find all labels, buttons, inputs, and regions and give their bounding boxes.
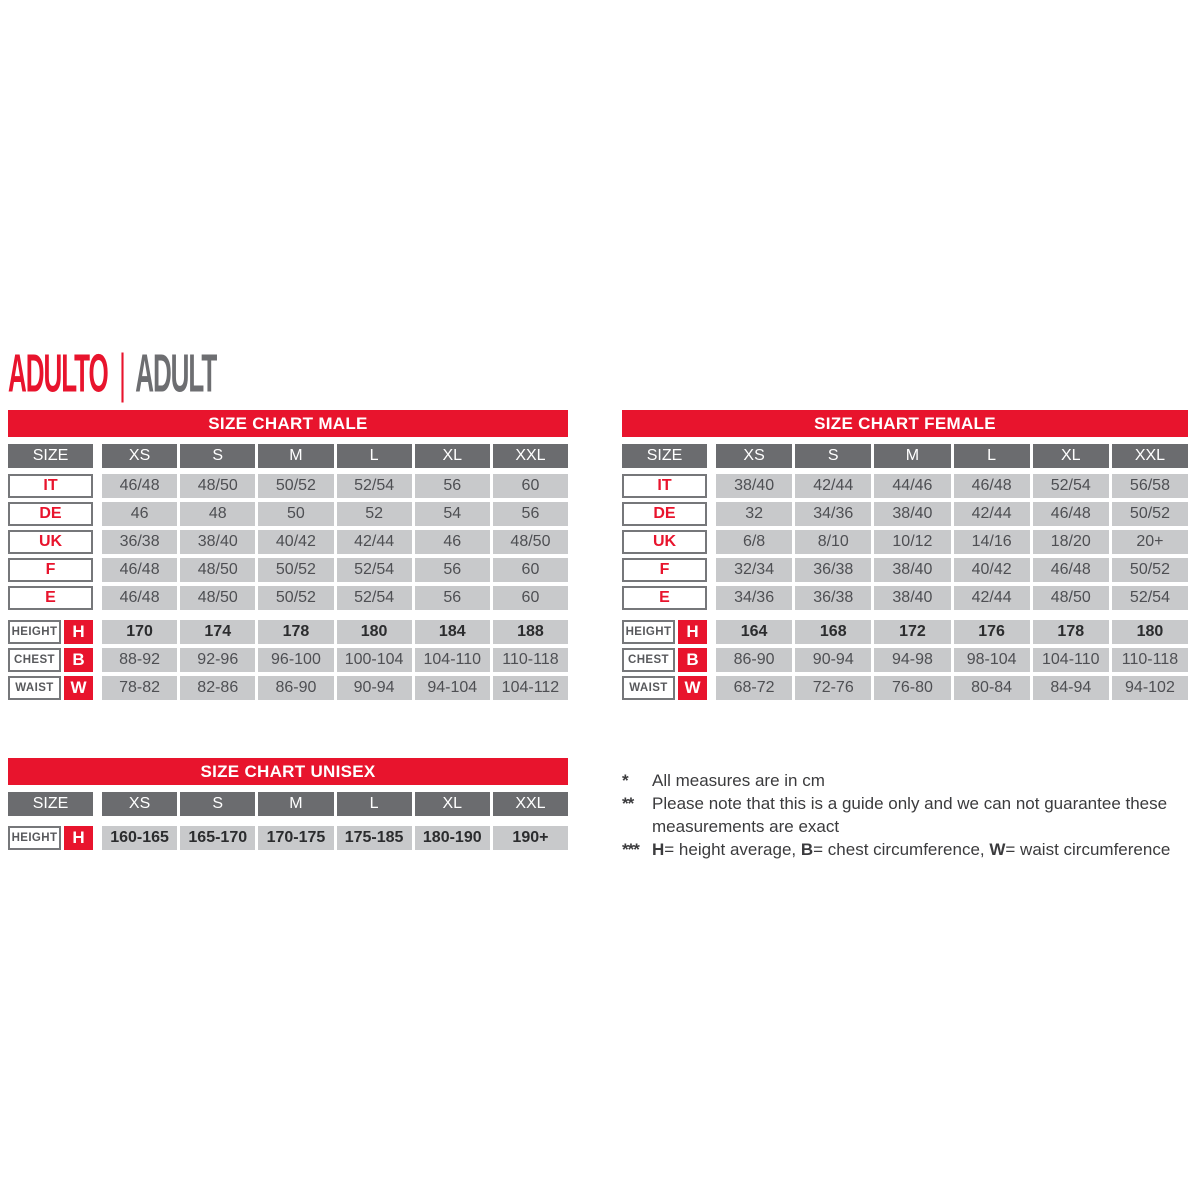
measure-label-group	[8, 676, 93, 700]
size-value: 50/52	[258, 586, 333, 610]
size-value: 56	[493, 502, 568, 526]
footnotes	[622, 769, 1177, 861]
size-value: 56	[415, 558, 490, 582]
measure-value: 184	[415, 620, 490, 644]
measure-value: 72-76	[795, 676, 871, 700]
footnote-segment: H	[652, 840, 665, 859]
region-label: F	[8, 558, 93, 582]
measure-value: 188	[493, 620, 568, 644]
size-value: 56	[415, 586, 490, 610]
measure-value: 104-110	[1033, 648, 1109, 672]
footnote-marker: *	[622, 771, 628, 790]
footnote-text	[652, 769, 1177, 792]
column-header-l: L	[954, 444, 1030, 468]
footnote-marker: **	[622, 794, 634, 813]
measure-row-waist	[622, 676, 1188, 700]
footnote-segment: = chest circumference,	[813, 840, 990, 859]
measure-value: 92-96	[180, 648, 255, 672]
corner-size-header: SIZE	[622, 444, 707, 468]
measure-value: 104-112	[493, 676, 568, 700]
size-value: 46	[102, 502, 177, 526]
page-title-separator: |	[119, 342, 125, 404]
measure-row-waist	[8, 676, 568, 700]
measure-value: 84-94	[1033, 676, 1109, 700]
measure-value: 165-170	[180, 826, 255, 850]
column-header-xxl: XXL	[1112, 444, 1188, 468]
footnote-segment: B	[800, 840, 814, 859]
region-label: UK	[8, 530, 93, 554]
measure-value: 90-94	[337, 676, 412, 700]
measure-row-chest	[8, 648, 568, 672]
region-label: DE	[8, 502, 93, 526]
conversion-row-de	[622, 502, 1188, 526]
page-title-secondary: ADULT	[135, 342, 217, 404]
measure-value: 190+	[493, 826, 568, 850]
measure-value: 170-175	[258, 826, 333, 850]
size-value: 36/38	[102, 530, 177, 554]
size-value: 8/10	[795, 530, 871, 554]
size-value: 34/36	[716, 586, 792, 610]
measure-value: 175-185	[337, 826, 412, 850]
size-value: 40/42	[954, 558, 1030, 582]
measure-label-group	[622, 620, 707, 644]
size-value: 38/40	[716, 474, 792, 498]
region-label: IT	[622, 474, 707, 498]
size-value: 60	[493, 558, 568, 582]
column-header-l: L	[337, 444, 412, 468]
column-header-s: S	[795, 444, 871, 468]
measure-label-group	[622, 648, 707, 672]
measure-row-height	[8, 620, 568, 644]
size-value: 38/40	[874, 558, 950, 582]
region-label: F	[622, 558, 707, 582]
measure-value: 100-104	[337, 648, 412, 672]
measure-value: 104-110	[415, 648, 490, 672]
footnote-segment: All measures are in cm	[652, 771, 825, 790]
size-value: 46/48	[1033, 558, 1109, 582]
size-value: 56/58	[1112, 474, 1188, 498]
conversion-row-f	[8, 558, 568, 582]
column-header-xs: XS	[102, 444, 177, 468]
region-label: DE	[622, 502, 707, 526]
conversion-row-f	[622, 558, 1188, 582]
size-value: 48	[180, 502, 255, 526]
measure-label: CHEST	[622, 648, 675, 672]
measure-value: 172	[874, 620, 950, 644]
measure-row-chest	[622, 648, 1188, 672]
footnote-text	[652, 792, 1177, 838]
footnote-segment: = waist circumference	[1005, 840, 1171, 859]
size-value: 48/50	[180, 558, 255, 582]
page-title	[8, 342, 217, 404]
column-header-l: L	[337, 792, 412, 816]
measure-letter-badge: W	[678, 676, 707, 700]
measure-value: 94-102	[1112, 676, 1188, 700]
header-row	[8, 444, 568, 468]
column-header-xl: XL	[415, 444, 490, 468]
measure-rows	[622, 620, 1188, 700]
column-header-xl: XL	[415, 792, 490, 816]
size-value: 44/46	[874, 474, 950, 498]
measure-rows	[8, 620, 568, 700]
size-value: 54	[415, 502, 490, 526]
measure-value: 160-165	[102, 826, 177, 850]
measure-letter-badge: H	[64, 620, 93, 644]
measure-label-group	[8, 826, 93, 850]
size-value: 50/52	[1112, 558, 1188, 582]
header-row	[8, 792, 568, 816]
table-title: SIZE CHART MALE	[8, 410, 568, 437]
measure-letter-badge: B	[64, 648, 93, 672]
measure-value: 78-82	[102, 676, 177, 700]
size-value: 32	[716, 502, 792, 526]
footnote	[622, 838, 1177, 861]
size-value: 50/52	[1112, 502, 1188, 526]
measure-value: 82-86	[180, 676, 255, 700]
table-title: SIZE CHART FEMALE	[622, 410, 1188, 437]
measure-value: 86-90	[258, 676, 333, 700]
size-value: 52	[337, 502, 412, 526]
measure-value: 94-98	[874, 648, 950, 672]
size-value: 18/20	[1033, 530, 1109, 554]
column-header-m: M	[258, 792, 333, 816]
header-row	[622, 444, 1188, 468]
conversion-row-uk	[622, 530, 1188, 554]
measure-value: 170	[102, 620, 177, 644]
column-header-xxl: XXL	[493, 444, 568, 468]
size-chart-male-table	[8, 410, 568, 700]
size-value: 42/44	[337, 530, 412, 554]
measure-value: 178	[258, 620, 333, 644]
size-value: 36/38	[795, 558, 871, 582]
measure-label-group	[622, 676, 707, 700]
size-value: 36/38	[795, 586, 871, 610]
measure-value: 178	[1033, 620, 1109, 644]
corner-size-header: SIZE	[8, 444, 93, 468]
size-value: 20+	[1112, 530, 1188, 554]
measure-label: WAIST	[622, 676, 675, 700]
size-value: 46/48	[102, 474, 177, 498]
size-value: 6/8	[716, 530, 792, 554]
measure-row-height	[8, 826, 568, 850]
size-value: 50/52	[258, 558, 333, 582]
footnote	[622, 792, 1177, 838]
size-value: 14/16	[954, 530, 1030, 554]
footnote-marker: ***	[622, 840, 639, 859]
conversion-row-it	[622, 474, 1188, 498]
measure-value: 86-90	[716, 648, 792, 672]
size-value: 46/48	[954, 474, 1030, 498]
measure-value: 98-104	[954, 648, 1030, 672]
measure-value: 164	[716, 620, 792, 644]
size-value: 38/40	[874, 502, 950, 526]
measure-label: HEIGHT	[8, 620, 61, 644]
corner-size-header: SIZE	[8, 792, 93, 816]
conversion-row-uk	[8, 530, 568, 554]
size-value: 42/44	[954, 502, 1030, 526]
measure-value: 68-72	[716, 676, 792, 700]
column-header-xxl: XXL	[493, 792, 568, 816]
size-value: 40/42	[258, 530, 333, 554]
measure-label: CHEST	[8, 648, 61, 672]
size-value: 48/50	[493, 530, 568, 554]
measure-rows	[8, 826, 568, 850]
size-value: 52/54	[1112, 586, 1188, 610]
size-chart-female-table	[622, 410, 1188, 700]
measure-label: WAIST	[8, 676, 61, 700]
conversion-row-e	[622, 586, 1188, 610]
column-header-xs: XS	[102, 792, 177, 816]
measure-letter-badge: H	[678, 620, 707, 644]
region-label: IT	[8, 474, 93, 498]
size-value: 32/34	[716, 558, 792, 582]
measure-value: 180	[337, 620, 412, 644]
column-header-s: S	[180, 444, 255, 468]
conversion-rows	[8, 474, 568, 610]
footnote-segment: W	[989, 840, 1006, 859]
size-value: 38/40	[874, 586, 950, 610]
footnote	[622, 769, 1177, 792]
region-label: UK	[622, 530, 707, 554]
measure-value: 76-80	[874, 676, 950, 700]
size-value: 50	[258, 502, 333, 526]
column-header-s: S	[180, 792, 255, 816]
size-value: 42/44	[795, 474, 871, 498]
measure-value: 174	[180, 620, 255, 644]
measure-value: 80-84	[954, 676, 1030, 700]
size-value: 34/36	[795, 502, 871, 526]
conversion-row-it	[8, 474, 568, 498]
footnote-segment: = height average,	[664, 840, 801, 859]
size-value: 52/54	[1033, 474, 1109, 498]
measure-letter-badge: W	[64, 676, 93, 700]
measure-value: 180	[1112, 620, 1188, 644]
size-value: 46/48	[102, 558, 177, 582]
size-value: 52/54	[337, 586, 412, 610]
size-value: 60	[493, 474, 568, 498]
measure-letter-badge: B	[678, 648, 707, 672]
footnote-text	[652, 838, 1177, 861]
footnote-segment: Please note that this is a guide only and we can not guarantee these measurements are exact	[652, 794, 1168, 836]
size-value: 38/40	[180, 530, 255, 554]
size-value: 52/54	[337, 558, 412, 582]
measure-letter-badge: H	[64, 826, 93, 850]
table-title: SIZE CHART UNISEX	[8, 758, 568, 785]
column-header-m: M	[258, 444, 333, 468]
column-header-m: M	[874, 444, 950, 468]
size-value: 52/54	[337, 474, 412, 498]
region-label: E	[8, 586, 93, 610]
column-header-xs: XS	[716, 444, 792, 468]
region-label: E	[622, 586, 707, 610]
measure-value: 94-104	[415, 676, 490, 700]
measure-value: 110-118	[493, 648, 568, 672]
measure-value: 176	[954, 620, 1030, 644]
measure-label: HEIGHT	[622, 620, 675, 644]
size-value: 48/50	[180, 586, 255, 610]
size-value: 46/48	[102, 586, 177, 610]
conversion-row-e	[8, 586, 568, 610]
measure-row-height	[622, 620, 1188, 644]
column-header-xl: XL	[1033, 444, 1109, 468]
size-value: 10/12	[874, 530, 950, 554]
measure-label: HEIGHT	[8, 826, 61, 850]
size-chart-unisex-table	[8, 758, 568, 850]
measure-value: 90-94	[795, 648, 871, 672]
measure-value: 168	[795, 620, 871, 644]
measure-value: 88-92	[102, 648, 177, 672]
size-value: 48/50	[1033, 586, 1109, 610]
measure-value: 110-118	[1112, 648, 1188, 672]
size-value: 48/50	[180, 474, 255, 498]
measure-value: 180-190	[415, 826, 490, 850]
size-value: 50/52	[258, 474, 333, 498]
conversion-row-de	[8, 502, 568, 526]
measure-value: 96-100	[258, 648, 333, 672]
size-value: 46	[415, 530, 490, 554]
measure-label-group	[8, 648, 93, 672]
page-title-primary: ADULTO	[8, 342, 108, 404]
size-value: 46/48	[1033, 502, 1109, 526]
size-value: 56	[415, 474, 490, 498]
conversion-rows	[622, 474, 1188, 610]
size-value: 42/44	[954, 586, 1030, 610]
measure-label-group	[8, 620, 93, 644]
size-value: 60	[493, 586, 568, 610]
